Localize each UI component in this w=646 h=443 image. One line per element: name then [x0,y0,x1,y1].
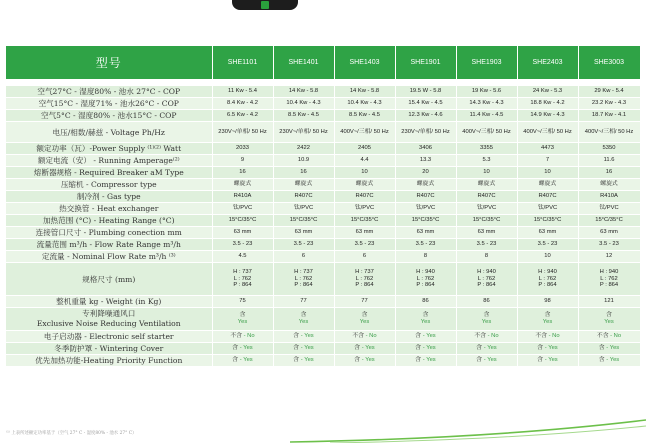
table-row [6,155,640,167]
feature-en: No [247,333,255,340]
table-cell [456,355,517,367]
dimension-line: P : 864 [294,282,313,289]
table-cell: 2033 [212,143,273,155]
feature-en: Yes [542,319,553,325]
table-cell [334,263,395,296]
feature-cn: 含 [476,345,483,352]
table-cell: 400V~/三相/ 50 Hz [517,122,578,143]
feature-cn: 不含 [535,333,548,340]
table-cell [395,308,456,331]
row-label: 热交换管 - Heat exchanger [6,203,212,215]
row-label: 冬季防护罩 - Wintering Cover [6,343,212,355]
dimension-line: H : 940 [416,269,435,276]
feature-en: Yes [609,357,620,364]
table-cell [334,331,395,343]
table-cell [212,308,273,331]
table-cell: 螺旋式 [517,179,578,191]
feature-cn: 含 [415,333,422,340]
table-cell: 86 [456,296,517,308]
table-cell: 15°C/35°C [273,215,334,227]
header-gap [6,79,640,86]
table-row [6,98,640,110]
feature-cn: 不含 [230,333,243,340]
table-cell: 20 [395,167,456,179]
table-cell: 11.6 [578,155,640,167]
row-label: 空气5°C - 湿度80% - 池水15°C - COP [6,110,212,122]
feature-en: Yes [243,357,253,364]
separator: - [421,345,427,352]
separator: - [364,333,370,340]
row-label: 制冷剂 - Gas type [6,191,212,203]
dimension-line: L : 762 [538,275,557,282]
feature-cn: 含 [232,345,239,352]
table-cell [273,343,334,355]
feature-cn: 不含 [352,333,365,340]
feature-en: Yes [365,357,375,364]
table-cell: 19.5 W - 5.8 [395,86,456,98]
table-cell: 螺旋式 [212,179,273,191]
dimension-line: L : 762 [355,275,374,282]
table-cell: 6 [334,251,395,263]
table-cell [273,355,334,367]
feature-en: Yes [304,333,314,340]
separator: - [608,333,614,340]
table-cell [212,331,273,343]
dimension-line: P : 864 [233,282,252,289]
table-row [6,86,640,98]
table-row-noise [6,308,640,331]
feature-cn: 含 [361,312,368,319]
column-header: SHE1401 [273,46,334,79]
table-cell: 8 [456,251,517,263]
table-cell: 15°C/35°C [578,215,640,227]
column-header: SHE1101 [212,46,273,79]
table-cell: 19 Kw - 5.6 [456,86,517,98]
table-cell: 230V~/单相/ 50 Hz [273,122,334,143]
table-cell: 10.4 Kw - 4.3 [334,98,395,110]
table-cell: 29 Kw - 5.4 [578,86,640,98]
table-cell: R407C [456,191,517,203]
row-label: 电子启动器 - Electronic self starter [6,331,212,343]
table-cell [334,308,395,331]
table-cell: 钛/PVC [334,203,395,215]
table-cell: 3.5 - 23 [456,239,517,251]
feature-en: No [552,333,560,340]
table-cell: 钛/PVC [212,203,273,215]
table-row-size [6,263,640,296]
feature-en: Yes [298,319,309,325]
column-header: SHE1901 [395,46,456,79]
column-header: SHE3003 [578,46,640,79]
feature-en: No [369,333,377,340]
row-label: 额定电流（安） - Running Amperage⁽²⁾ [6,155,212,167]
table-cell: 77 [334,296,395,308]
table-cell [517,343,578,355]
table-cell: 钛/PVC [456,203,517,215]
feature-cn: 含 [483,312,490,319]
feature-en: Yes [604,319,614,325]
feature-cn: 含 [239,312,246,319]
table-cell: 螺旋式 [395,179,456,191]
row-label: 熔断器规格 - Required Breaker aM Type [6,167,212,179]
table-cell: 77 [273,296,334,308]
feature-en: Yes [420,319,431,325]
model-header: 型号 [6,46,212,79]
table-cell: 螺旋式 [334,179,395,191]
table-cell: 螺旋式 [578,179,640,191]
row-label: 规格尺寸 (mm) [6,263,212,296]
dimension-line: P : 864 [355,282,374,289]
table-cell: R407C [395,191,456,203]
footnote: ⁽¹⁾ 上表所述额定功率基于（空气 27° C - 湿度80% - 池水 27° C） [6,431,137,436]
row-label: 流量范围 m³/h - Flow Rate Range m³/h [6,239,212,251]
table-row [6,167,640,179]
column-header: SHE1403 [334,46,395,79]
table-row-feature [6,343,640,355]
table-cell: 23.2 Kw - 4.3 [578,98,640,110]
feature-cn: 含 [300,312,307,319]
table-cell: R407C [334,191,395,203]
table-cell: 2422 [273,143,334,155]
feature-cn: 含 [537,357,544,364]
table-row [6,215,640,227]
table-cell: 15°C/35°C [334,215,395,227]
table-cell: 14.9 Kw - 4.3 [517,110,578,122]
table-cell [456,263,517,296]
table-cell [334,343,395,355]
table-cell: 10.4 Kw - 4.3 [273,98,334,110]
table-cell: 400V~/三相/ 50 Hz [578,122,640,143]
dimension-line: P : 864 [538,282,557,289]
feature-en: No [613,333,622,340]
separator: - [547,333,553,340]
table-cell: 3.5 - 23 [395,239,456,251]
table-cell: 13.3 [395,155,456,167]
table-cell: 16 [212,167,273,179]
feature-en: Yes [487,345,497,352]
table-cell: 15°C/35°C [517,215,578,227]
table-cell: 5350 [578,143,640,155]
table-cell: 98 [517,296,578,308]
table-cell: 16 [578,167,640,179]
table-cell: 18.7 Kw - 4.1 [578,110,640,122]
separator: - [604,357,610,364]
row-label: 额定功率（瓦）-Power Supply ⁽¹⁾⁽²⁾ Watt [6,143,212,155]
table-cell: 15°C/35°C [395,215,456,227]
feature-cn: 含 [232,357,239,364]
table-row-feature [6,355,640,367]
table-cell: 8.5 Kw - 4.5 [334,110,395,122]
feature-cn: 含 [544,312,551,319]
table-cell: 16 [273,167,334,179]
feature-en: Yes [359,319,370,325]
table-cell: 5.3 [456,155,517,167]
table-cell: 14 Kw - 5.8 [334,86,395,98]
separator: - [421,333,427,340]
row-label: 压缩机 - Compressor type [6,179,212,191]
table-cell: 钛/PVC [578,203,640,215]
feature-cn: 含 [354,357,361,364]
spec-table [6,46,641,367]
feature-en: Yes [426,345,436,352]
separator: - [242,333,248,340]
table-cell: 8.4 Kw - 4.2 [212,98,273,110]
table-cell: 63 mm [517,227,578,239]
table-cell: 6 [273,251,334,263]
feature-cn: 含 [476,357,483,364]
header-row [6,46,640,79]
dimension-line: L : 762 [294,275,313,282]
table-row [6,239,640,251]
table-cell [578,355,640,367]
table-cell [578,263,640,296]
row-label: 加热范围 (°C) - Heating Range (°C) [6,215,212,227]
table-cell: 4.4 [334,155,395,167]
table-cell: 7 [517,155,578,167]
feature-en: Yes [365,345,375,352]
separator: - [486,333,492,340]
feature-cn: 含 [293,357,300,364]
feature-en: Yes [487,357,497,364]
table-cell: 63 mm [212,227,273,239]
column-header: SHE2403 [517,46,578,79]
table-cell: 18.8 Kw - 4.2 [517,98,578,110]
table-cell [578,331,640,343]
table-cell: 11 Kw - 5.4 [212,86,273,98]
separator: - [299,357,305,364]
table-cell: 4.5 [212,251,273,263]
table-cell [517,355,578,367]
table-cell: 230V~/单相/ 50 Hz [212,122,273,143]
table-cell [517,331,578,343]
table-cell [212,263,273,296]
separator: - [238,345,244,352]
dimension-line: H : 737 [294,269,313,276]
table-cell: 86 [395,296,456,308]
table-cell: 3355 [456,143,517,155]
separator: - [360,345,366,352]
table-cell: 3406 [395,143,456,155]
dimension-line: L : 762 [477,275,496,282]
table-row [6,251,640,263]
row-label: 定流量 - Nominal Flow Rate m³/h ⁽³⁾ [6,251,212,263]
row-label [6,308,212,331]
table-cell: 螺旋式 [273,179,334,191]
table-cell: 8.5 Kw - 4.5 [273,110,334,122]
feature-cn: 含 [606,312,612,319]
feature-en: Yes [304,357,314,364]
feature-en: Yes [237,319,248,325]
row-label-cn: 专利降噪通风口 [82,309,136,318]
table-row-weight [6,296,640,308]
row-label: 电压/相数/赫兹 - Voltage Ph/Hz [6,122,212,143]
table-row [6,122,640,143]
table-cell: 63 mm [456,227,517,239]
table-cell: 11.4 Kw - 4.5 [456,110,517,122]
separator: - [238,357,244,364]
table-cell: 3.5 - 23 [212,239,273,251]
separator: - [299,345,305,352]
table-cell [517,308,578,331]
dimension-line: P : 864 [416,282,435,289]
table-cell: 3.5 - 23 [517,239,578,251]
table-row-feature [6,331,640,343]
table-cell [334,355,395,367]
table-cell: 63 mm [395,227,456,239]
table-cell: 14.3 Kw - 4.3 [456,98,517,110]
table-cell: 400V~/三相/ 50 Hz [334,122,395,143]
feature-cn: 含 [415,345,422,352]
table-cell: 15°C/35°C [212,215,273,227]
table-row [6,179,640,191]
feature-cn: 含 [598,345,605,352]
table-cell: R407C [517,191,578,203]
feature-en: Yes [548,345,558,352]
table-cell [395,343,456,355]
dimension-line: H : 940 [538,269,557,276]
table-cell: 14 Kw - 5.8 [273,86,334,98]
table-row [6,191,640,203]
table-cell [456,331,517,343]
dimension-line: H : 940 [599,269,619,276]
table-cell: 钛/PVC [517,203,578,215]
dimension-line: H : 737 [355,269,374,276]
table-cell [395,331,456,343]
table-cell [517,263,578,296]
table-cell [578,343,640,355]
feature-cn: 含 [293,333,300,340]
table-row [6,110,640,122]
table-cell: 6.5 Kw - 4.2 [212,110,273,122]
table-cell [395,263,456,296]
table-row [6,227,640,239]
table-cell: 63 mm [273,227,334,239]
dimension-line: L : 762 [233,275,252,282]
table-cell [578,308,640,331]
table-cell [273,331,334,343]
dimension-line: L : 762 [416,275,435,282]
feature-cn: 不含 [596,333,609,340]
table-cell [456,343,517,355]
feature-en: Yes [426,357,436,364]
feature-cn: 含 [354,345,361,352]
table-cell: 10 [517,251,578,263]
feature-en: Yes [426,333,436,340]
table-cell: R410A [578,191,640,203]
table-cell: 2405 [334,143,395,155]
dimension-line: H : 737 [233,269,252,276]
table-cell: 230V~/单相/ 50 Hz [395,122,456,143]
table-cell: 15°C/35°C [456,215,517,227]
table-cell: 3.5 - 23 [578,239,640,251]
table-cell: 63 mm [334,227,395,239]
feature-en: Yes [481,319,492,325]
table-cell: 12.3 Kw - 4.6 [395,110,456,122]
table-cell: 3.5 - 23 [334,239,395,251]
table-cell: 10 [517,167,578,179]
feature-en: Yes [609,345,620,352]
table-cell: 400V~/三相/ 50 Hz [456,122,517,143]
separator: - [604,345,610,352]
table-cell: 8 [395,251,456,263]
row-label: 空气15°C - 湿度71% - 池水26°C - COP [6,98,212,110]
table-row [6,203,640,215]
feature-en: No [491,333,499,340]
table-cell: 10 [456,167,517,179]
table-cell: 12 [578,251,640,263]
table-cell: 10 [334,167,395,179]
feature-cn: 含 [415,357,422,364]
separator: - [482,357,488,364]
table-cell: 10.9 [273,155,334,167]
table-cell [273,263,334,296]
table-cell: 钛/PVC [395,203,456,215]
row-label-en: Exclusive Noise Reducing Ventilation [36,319,181,328]
table-cell: 75 [212,296,273,308]
table-cell: R407C [273,191,334,203]
table-cell: 24 Kw - 5.3 [517,86,578,98]
separator: - [299,333,305,340]
column-header: SHE1903 [456,46,517,79]
row-label: 优先加热功能-Heating Priority Function [6,355,212,367]
separator: - [482,345,488,352]
table-cell: 钛/PVC [273,203,334,215]
top-image-strip [0,0,646,44]
decorative-swoosh [290,418,646,443]
separator: - [360,357,366,364]
row-label: 连接管口尺寸 - Plumbing conection mm [6,227,212,239]
feature-cn: 含 [293,345,300,352]
table-cell [273,308,334,331]
feature-en: Yes [548,357,558,364]
row-label: 空气27°C - 湿度80% - 池水 27°C - COP [6,86,212,98]
separator: - [421,357,427,364]
table-cell: 螺旋式 [456,179,517,191]
table-cell: R410A [212,191,273,203]
feature-cn: 含 [598,357,605,364]
table-cell: 121 [578,296,640,308]
dimension-line: L : 762 [600,275,618,282]
table-cell [456,308,517,331]
table-cell [395,355,456,367]
separator: - [543,345,549,352]
table-cell [212,343,273,355]
table-cell [212,355,273,367]
dimension-line: P : 864 [599,282,619,289]
unit-badge-icon [261,1,269,9]
feature-cn: 含 [422,312,429,319]
separator: - [543,357,549,364]
table-cell: 3.5 - 23 [273,239,334,251]
feature-cn: 含 [537,345,544,352]
dimension-line: P : 864 [477,282,496,289]
feature-en: Yes [304,345,314,352]
dimension-line: H : 940 [477,269,496,276]
table-cell: 9 [212,155,273,167]
table-cell: 4473 [517,143,578,155]
row-label: 整机重量 kg - Weight (in Kg) [6,296,212,308]
table-row [6,143,640,155]
feature-cn: 不含 [474,333,487,340]
feature-en: Yes [243,345,253,352]
table-cell: 63 mm [578,227,640,239]
table-cell: 15.4 Kw - 4.5 [395,98,456,110]
